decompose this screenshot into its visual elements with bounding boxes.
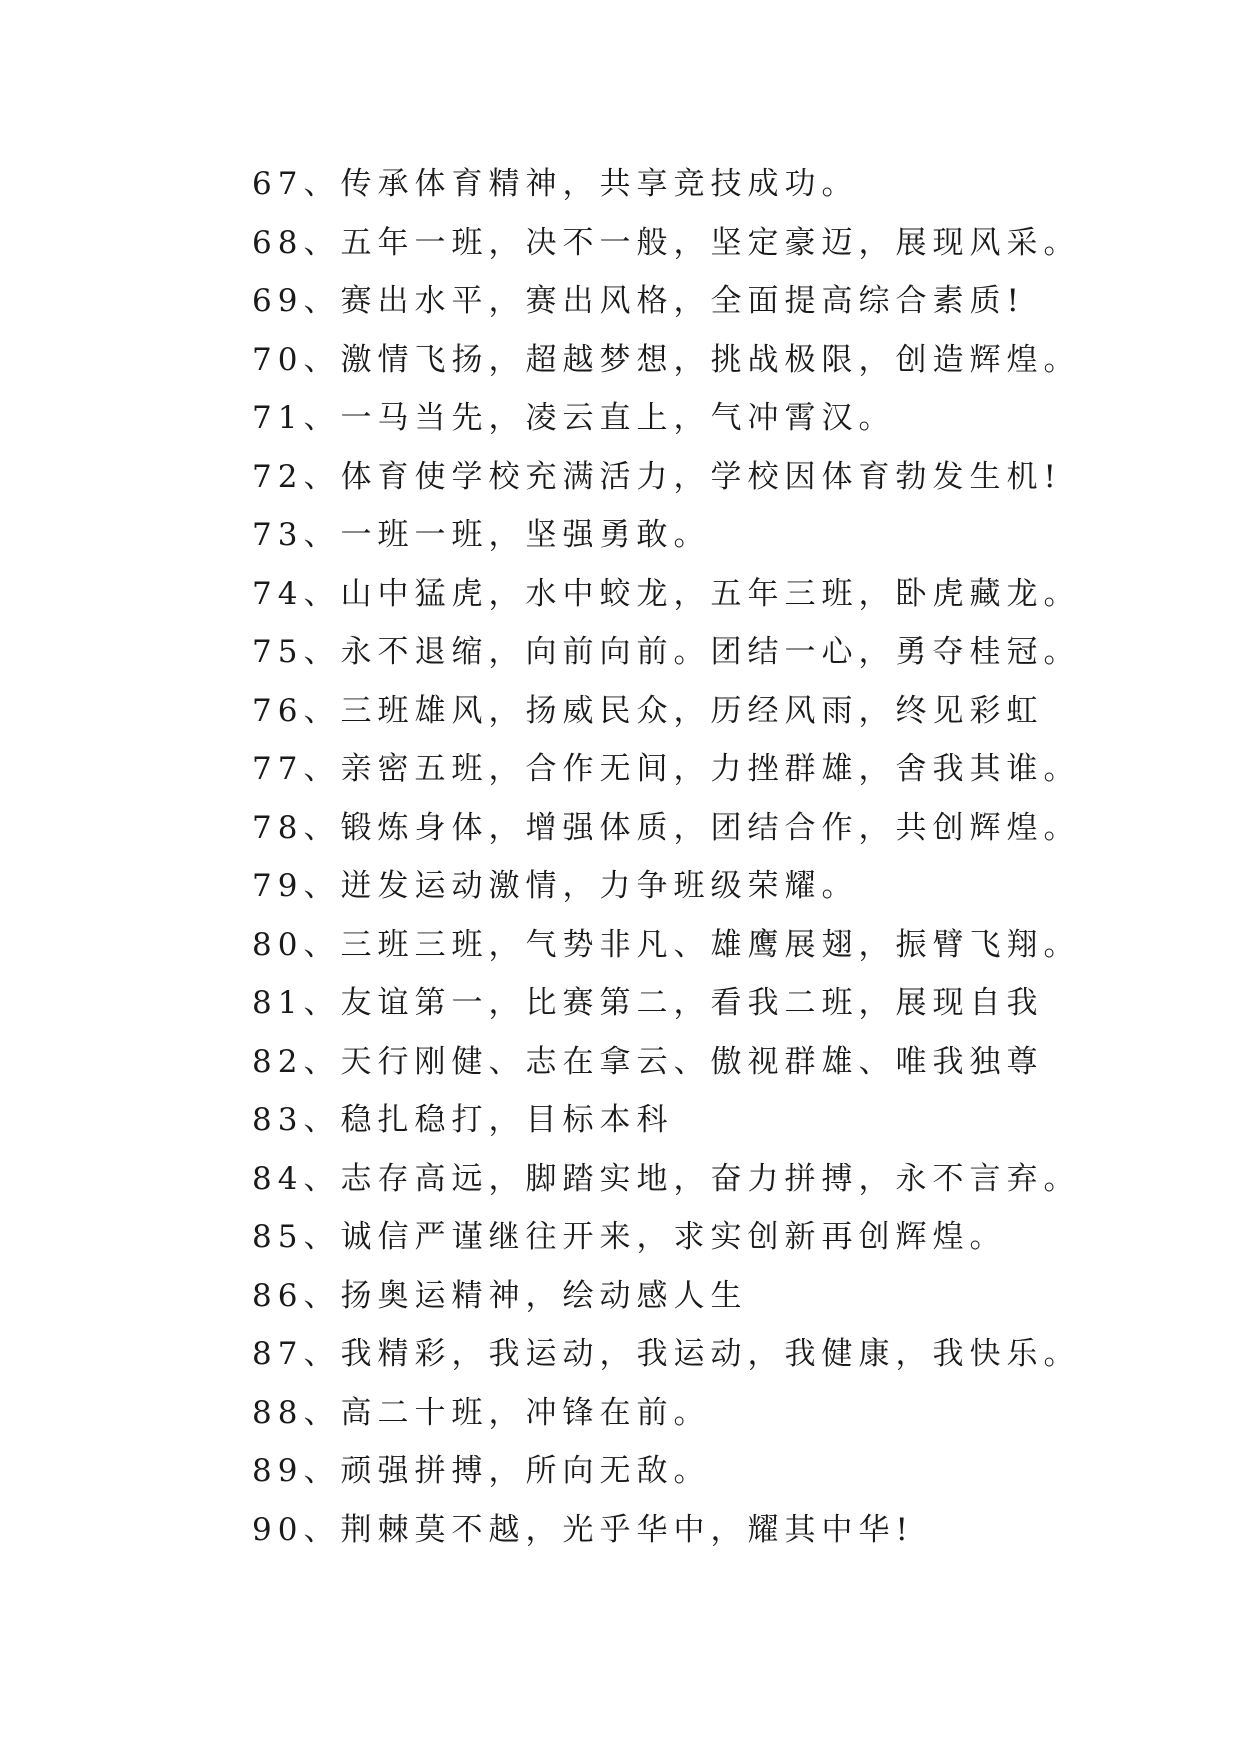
slogan-line: 88、高二十班，冲锋在前。 <box>252 1394 711 1431</box>
slogan-line: 80、三班三班，气势非凡、雄鹰展翅，振臂飞翔。 <box>252 926 1081 963</box>
slogan-list <box>252 155 1080 1559</box>
slogan-line: 86、扬奥运精神，绘动感人生 <box>252 1277 748 1314</box>
slogan-line: 74、山中猛虎，水中蛟龙，五年三班，卧虎藏龙。 <box>252 575 1081 612</box>
slogan-line: 71、一马当先，凌云直上，气冲霄汉。 <box>252 400 896 436</box>
slogan-line: 89、顽强拼搏，所向无敌。 <box>252 1453 711 1489</box>
slogan-line: 76、三班雄风，扬威民众，历经风雨，终见彩虹 <box>252 692 1044 729</box>
slogan-line: 81、友谊第一，比赛第二，看我二班，展现自我 <box>252 985 1044 1021</box>
slogan-line: 85、诚信严谨继往开来，求实创新再创辉煌。 <box>252 1219 1007 1255</box>
slogan-line: 90、荆棘莫不越，光乎华中，耀其中华! <box>252 1511 914 1548</box>
slogan-line: 67、传承体育精神，共享竞技成功。 <box>252 166 859 202</box>
slogan-line: 72、体育使学校充满活力，学校因体育勃发生机! <box>252 458 1062 495</box>
slogan-line: 82、天行刚健、志在拿云、傲视群雄、唯我独尊 <box>252 1043 1044 1080</box>
slogan-line: 69、赛出水平，赛出风格，全面提高综合素质! <box>252 283 1025 319</box>
slogan-line: 68、五年一班，决不一般，坚定豪迈，展现风采。 <box>252 224 1081 261</box>
slogan-line: 75、永不退缩，向前向前。团结一心，勇夺桂冠。 <box>252 634 1081 670</box>
slogan-line: 73、一班一班，坚强勇敢。 <box>252 517 711 553</box>
slogan-line: 87、我精彩，我运动，我运动，我健康，我快乐。 <box>252 1336 1081 1372</box>
slogan-line: 70、激情飞扬，超越梦想，挑战极限，创造辉煌。 <box>252 341 1081 378</box>
slogan-line: 84、志存高远，脚踏实地，奋力拼搏，永不言弃。 <box>252 1160 1081 1197</box>
slogan-line: 77、亲密五班，合作无间，力挫群雄，舍我其谁。 <box>252 751 1081 787</box>
slogan-line: 78、锻炼身体，增强体质，团结合作，共创辉煌。 <box>252 809 1081 846</box>
slogan-line: 79、迸发运动激情，力争班级荣耀。 <box>252 868 859 904</box>
slogan-line: 83、稳扎稳打，目标本科 <box>252 1102 674 1138</box>
